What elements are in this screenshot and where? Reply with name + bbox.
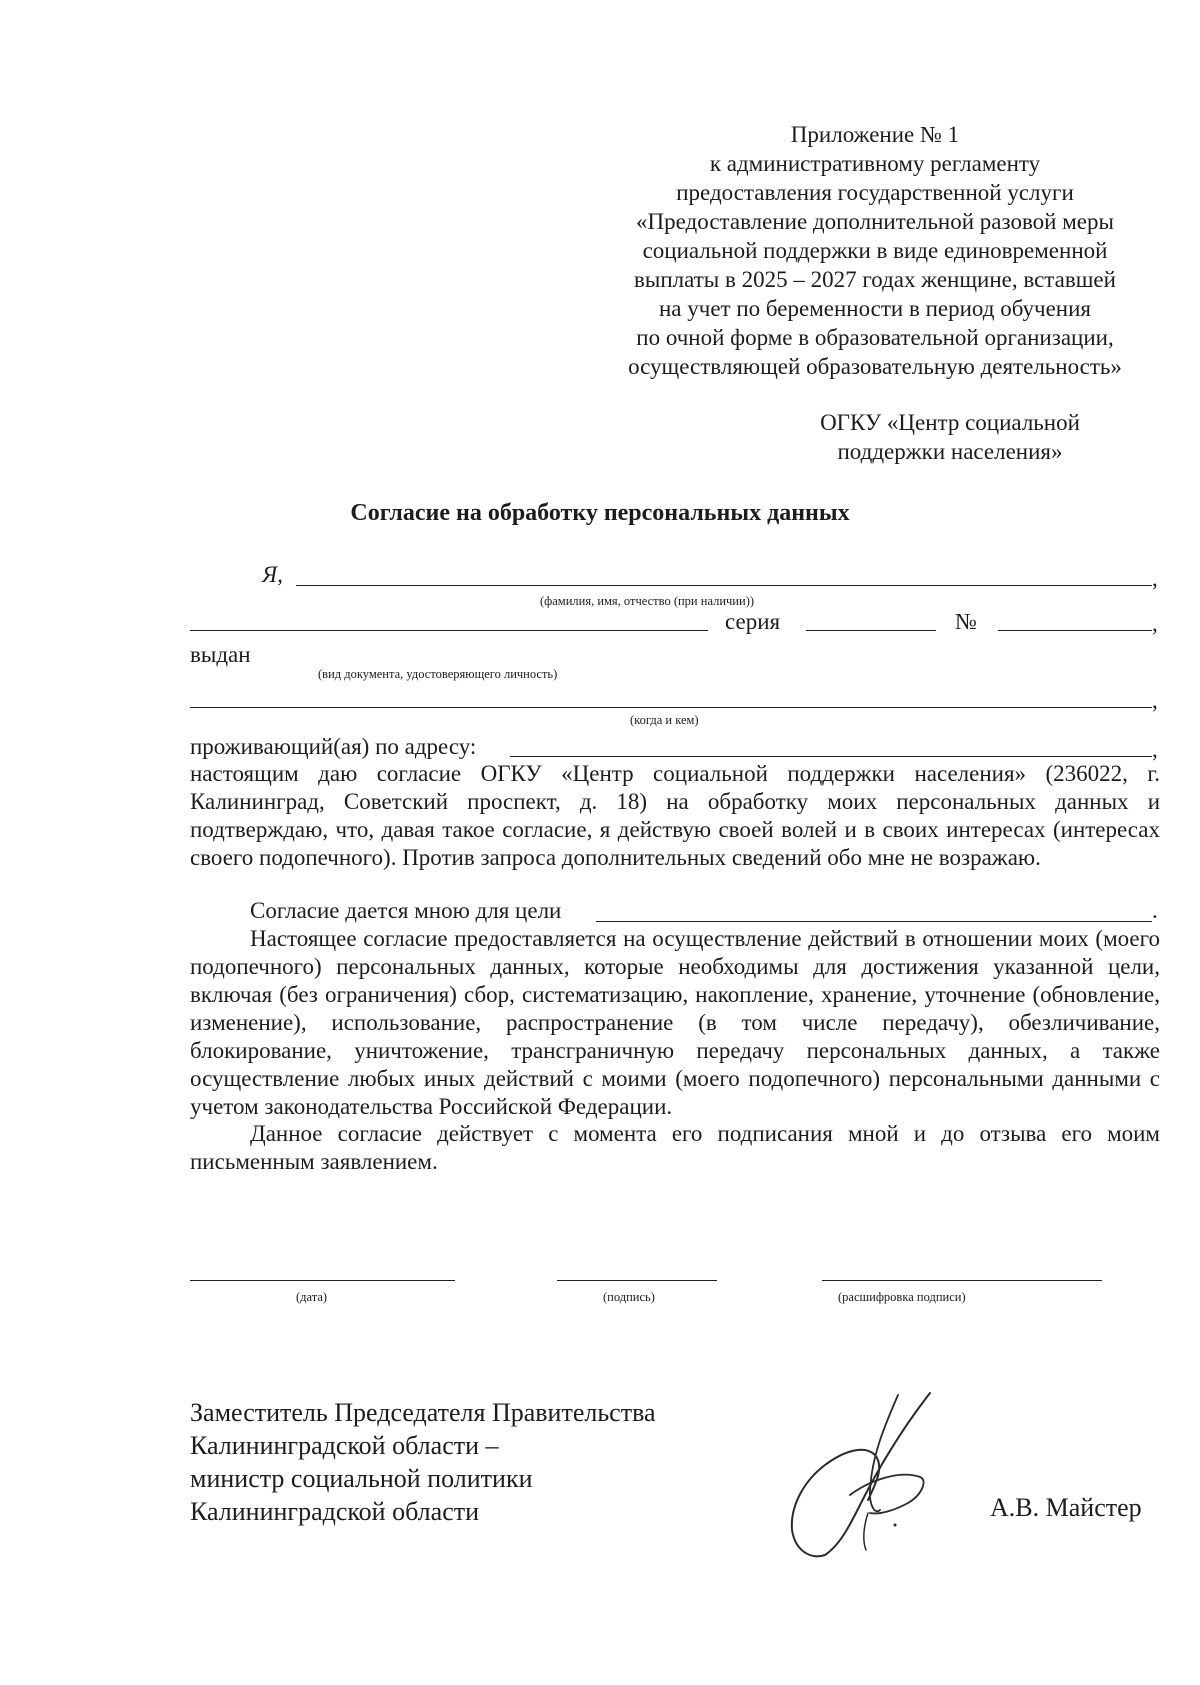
appendix-line: к административному регламенту [709,151,1041,176]
officer-line: Заместитель Председателя Правительства [190,1398,656,1427]
signature-caption: (подпись) [603,1290,655,1304]
addressee-line: ОГКУ «Центр социальной [820,410,1080,435]
comma: , [1152,566,1158,591]
purpose-label: Согласие дается мною для цели [250,898,562,923]
appendix-line: на учет по беременности в период обучения [658,296,1091,321]
appendix-line: осуществляющей образовательную деятельность» [628,354,1122,379]
addressee-line: поддержки населения» [837,439,1063,464]
appendix-header [600,120,1150,381]
appendix-line: предоставления государственной услуги [676,180,1074,205]
comma: , [1152,688,1158,713]
date-field-line[interactable] [190,1280,455,1281]
series-field-line[interactable] [806,630,936,631]
signer-name: А.В. Майстер [990,1493,1142,1522]
doc-type-caption: (вид документа, удостоверяющего личность) [318,667,558,681]
officer-line: министр социальной политики [190,1464,533,1493]
period: . [1152,898,1158,923]
document-title: Согласие на обработку персональных данных [350,500,850,526]
name-field-line[interactable] [296,585,1152,586]
addressee [770,408,1130,466]
comma: , [1152,611,1158,636]
doc-type-field-line[interactable] [190,630,708,631]
name-caption: (фамилия, имя, отчество (при наличии)) [540,594,755,608]
decoding-caption: (расшифровка подписи) [838,1290,966,1304]
issued-caption: (когда и кем) [630,713,699,727]
number-field-line[interactable] [998,630,1152,631]
appendix-line: «Предоставление дополнительной разовой меры [636,209,1114,234]
officer-line: Калининградской области [190,1497,480,1526]
officer-title [190,1396,656,1528]
decoding-field-line[interactable] [822,1280,1102,1281]
address-field-line[interactable] [510,756,1152,757]
i-label: Я, [262,562,283,587]
appendix-line: социальной поддержки в виде единовременной [642,238,1108,263]
appendix-line: по очной форме в образовательной организации, [636,325,1114,350]
series-label: серия [725,609,781,634]
scope-paragraph: Настоящее согласие предоставляется на осуществление действий в отношении моих (моего подопечного) персональных данных, которые необходимы для достижения указанной цели, включая (без ограничения) сбор, систематизацию, накопление, хранение, уточнение (обновление, изменение), использование, распространение (в том числе передачу), обезличивание, блокирование, уничтожение, трансграничную передачу персональных данных, а также осуществление любых иных действий с моими (моего подопечного) персональными данными с учетом законодательства Российской Федерации. [190,926,1160,1119]
purpose-field-line[interactable] [596,921,1152,922]
officer-line: Калининградской области – [190,1431,499,1460]
signature-field-line[interactable] [557,1280,717,1281]
appendix-line: Приложение № 1 [790,122,960,147]
consent-paragraph: настоящим даю согласие ОГКУ «Центр социальной поддержки населения» (236022, г. Калининград, Советский проспект, д. 18) на обработку моих персональных данных и подтверждаю, что, давая такое согласие, я действую своей волей и в своих интересах (интересах своего подопечного). Против запроса дополнительных сведений обо мне не возражаю. [190,761,1160,870]
validity-paragraph: Данное согласие действует с момента его подписания мной и до отзыва его моим письменным заявлением. [190,1121,1160,1174]
handwritten-signature [780,1385,960,1565]
number-label: № [955,609,977,634]
comma: , [1152,737,1158,762]
issued-label: выдан [190,642,251,667]
appendix-line: выплаты в 2025 – 2027 годах женщине, вставшей [634,267,1116,292]
issued-field-line[interactable] [190,707,1152,708]
date-caption: (дата) [296,1290,328,1304]
address-label: проживающий(ая) по адресу: [190,734,477,759]
